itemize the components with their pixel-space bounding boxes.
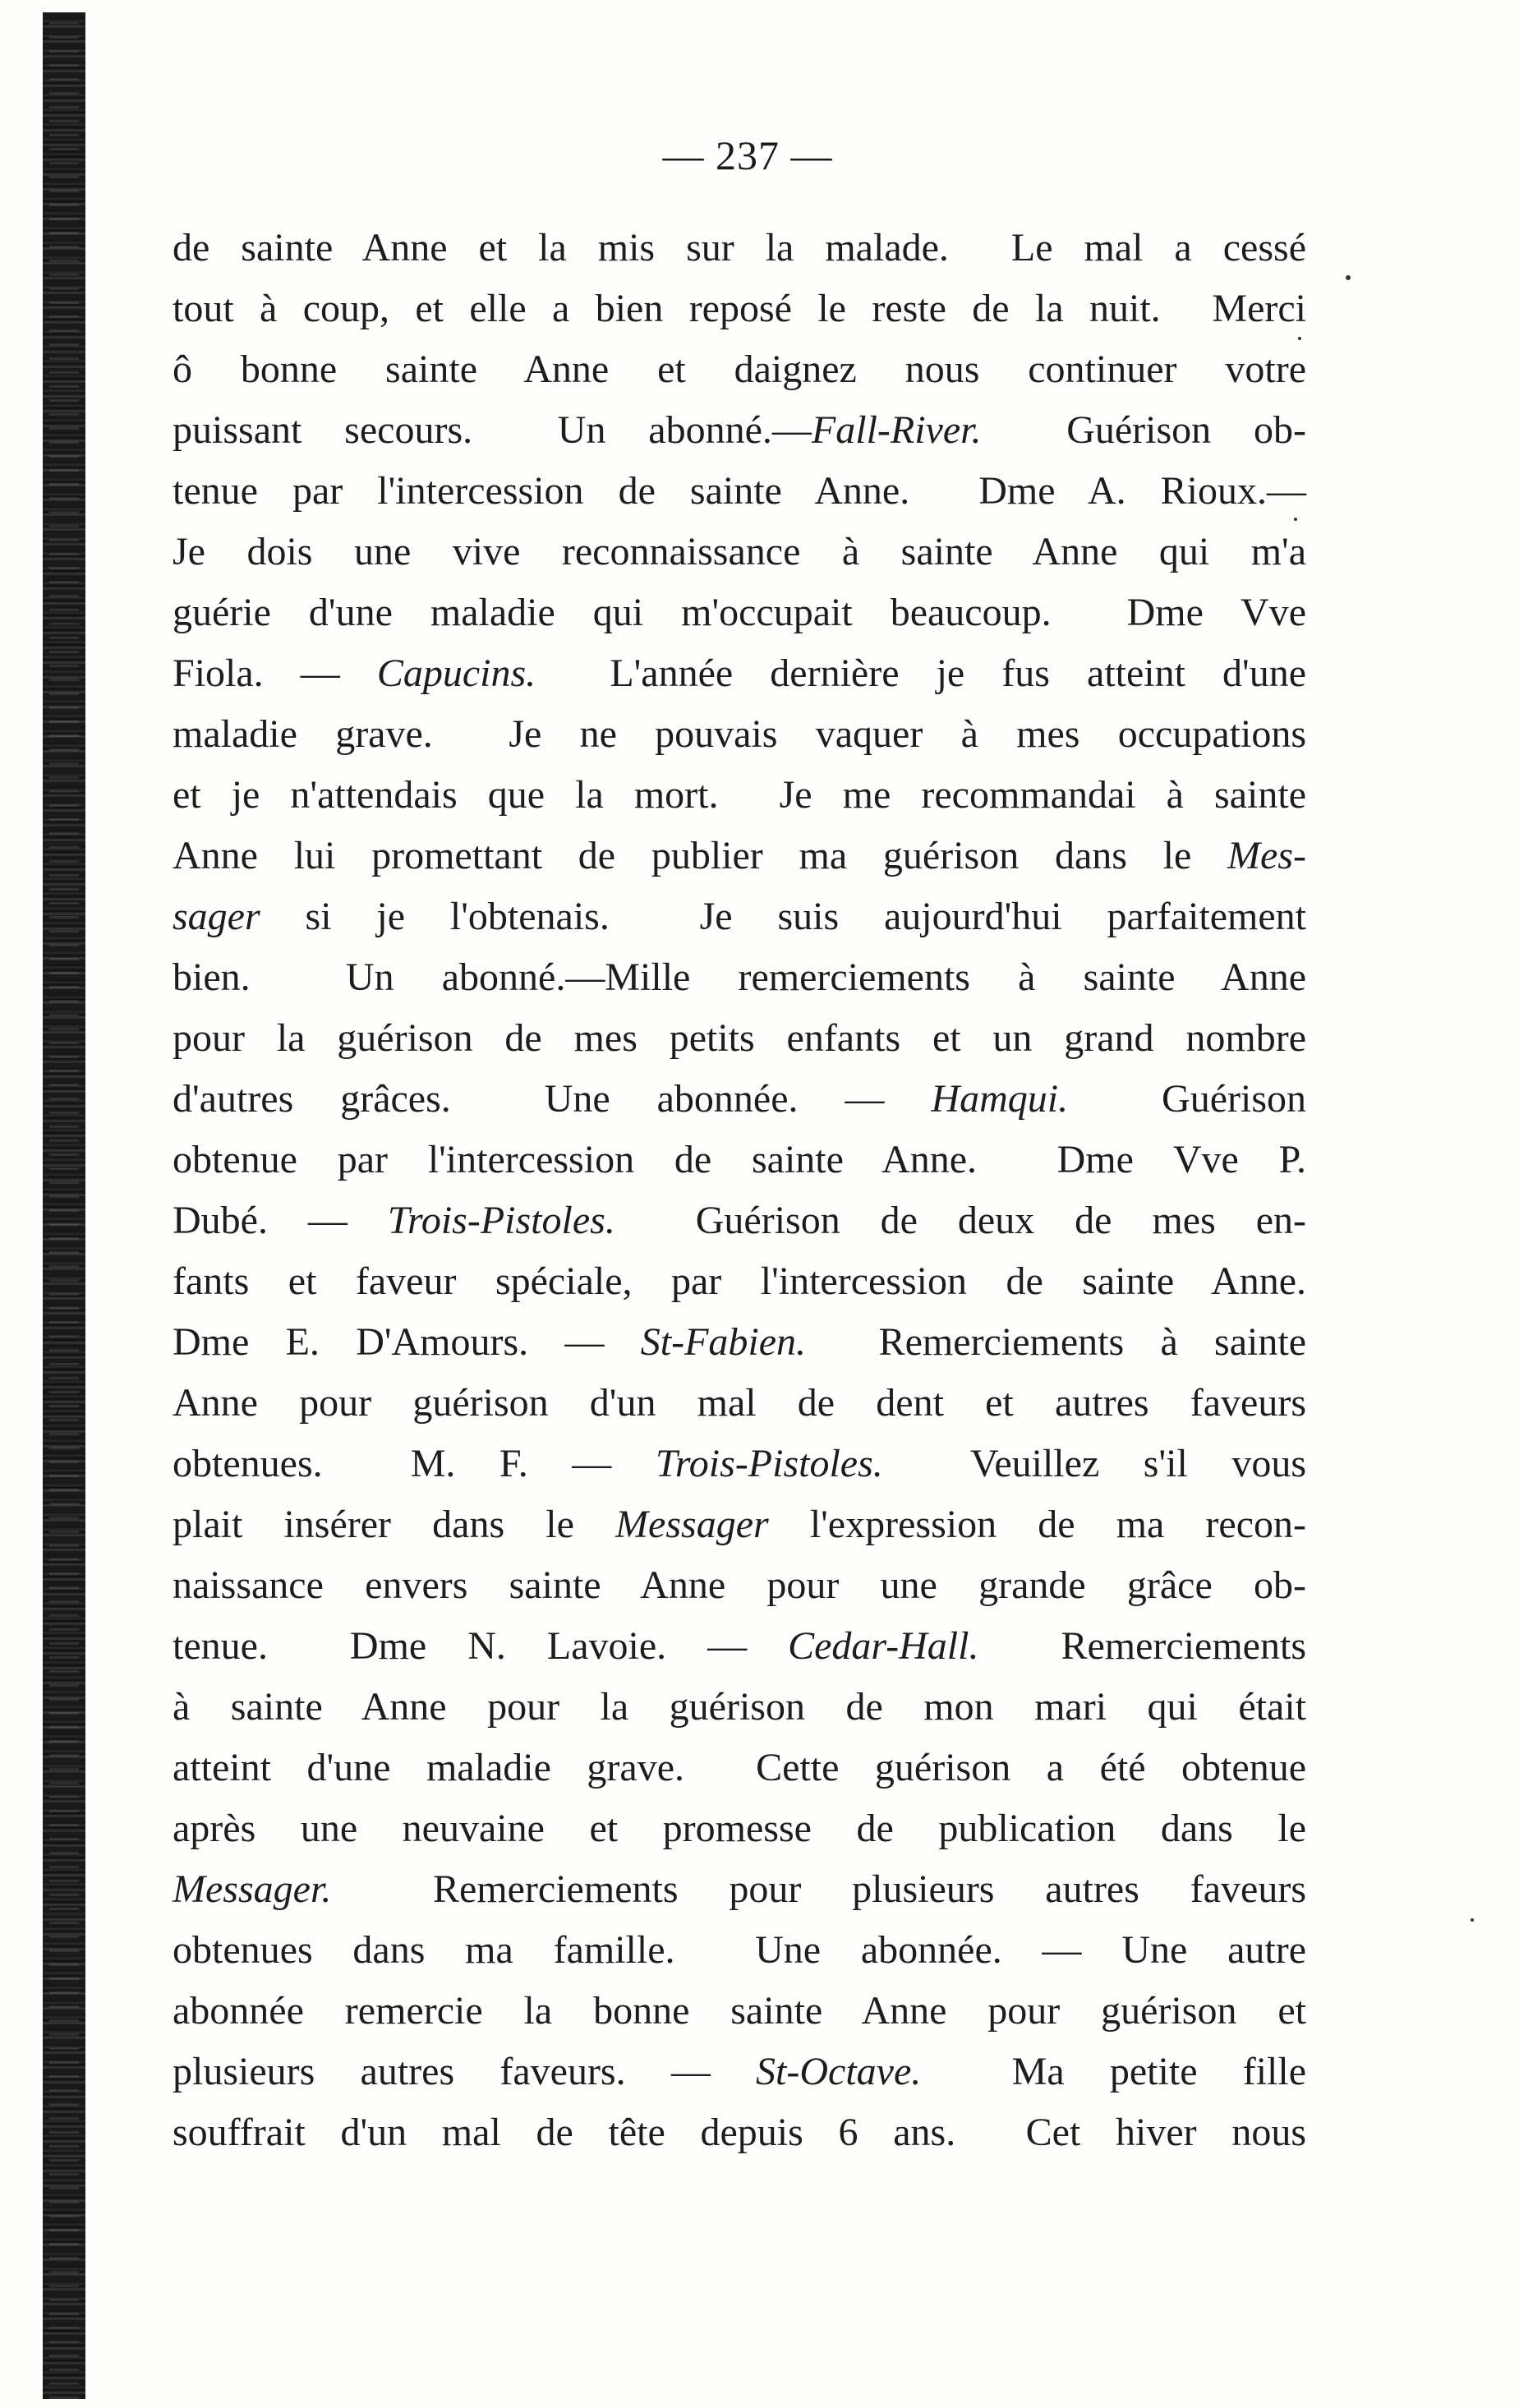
text-line: [173, 1920, 1306, 1981]
text-segment: naissance envers sainte Anne pour une grande grâce ob-: [173, 1563, 1306, 1607]
text-line: [173, 1312, 1306, 1373]
italic-place-name: Fall-River.: [811, 408, 982, 452]
text-segment: Dubé. —: [173, 1199, 388, 1242]
body-text: [173, 218, 1306, 2163]
text-segment: Veuillez s'il vous: [882, 1442, 1307, 1485]
ink-speck: [1346, 275, 1351, 280]
text-segment: L'année dernière je fus atteint d'une: [536, 651, 1307, 695]
text-segment: Remerciements: [978, 1624, 1306, 1668]
text-segment: Guérison ob-: [981, 408, 1307, 452]
text-segment: Guérison: [1068, 1077, 1307, 1121]
italic-place-name: St-Fabien.: [640, 1320, 807, 1364]
text-line: [173, 522, 1306, 582]
text-segment: tenue par l'intercession de sainte Anne. Dme A. Rioux.—: [173, 469, 1306, 513]
italic-place-name: Mes-: [1227, 834, 1306, 877]
text-segment: tout à coup, et elle a bien reposé le reste de la nuit. Merci: [173, 287, 1306, 330]
text-segment: obtenues dans ma famille. Une abonnée. — Une autre: [173, 1928, 1306, 1972]
text-segment: Remerciements pour plusieurs autres faveurs: [331, 1867, 1306, 1911]
text-segment: fants et faveur spéciale, par l'intercession de sainte Anne.: [173, 1259, 1306, 1303]
text-line: [173, 461, 1306, 522]
text-segment: Guérison de deux de mes en-: [615, 1199, 1307, 1242]
text-line: [173, 1859, 1306, 1920]
text-segment: Anne pour guérison d'un mal de dent et autres faveurs: [173, 1381, 1306, 1425]
text-line: [173, 643, 1306, 704]
text-segment: d'autres grâces. Une abonnée. —: [173, 1077, 932, 1121]
ink-speck: [1294, 518, 1297, 521]
text-line: [173, 704, 1306, 765]
italic-place-name: Messager.: [173, 1867, 332, 1911]
text-segment: obtenue par l'intercession de sainte Anne. Dme Vve P.: [173, 1138, 1306, 1181]
italic-place-name: Messager: [615, 1503, 769, 1546]
italic-place-name: Hamqui.: [931, 1077, 1069, 1121]
text-line: [173, 1494, 1306, 1555]
text-line: [173, 1434, 1306, 1494]
text-line: [173, 1981, 1306, 2042]
text-segment: Je dois une vive reconnaissance à sainte Anne qui m'a: [173, 530, 1306, 573]
text-line: [173, 1130, 1306, 1190]
text-line: [173, 1798, 1306, 1859]
text-line: [173, 1677, 1306, 1738]
text-segment: obtenues. M. F. —: [173, 1442, 656, 1485]
text-line: [173, 947, 1306, 1008]
text-line: [173, 1616, 1306, 1677]
text-segment: si je l'obtenais. Je suis aujourd'hui parfaitement: [260, 895, 1306, 938]
page-number: — 237 —: [662, 132, 833, 178]
text-segment: Anne lui promettant de publier ma guérison dans le: [173, 834, 1228, 877]
ink-speck: [1298, 337, 1301, 340]
italic-place-name: sager: [173, 895, 260, 938]
italic-place-name: Capucins.: [376, 651, 536, 695]
book-binding-edge: [43, 12, 85, 2399]
text-segment: maladie grave. Je ne pouvais vaquer à mes occupations: [173, 712, 1306, 756]
text-segment: Ma petite fille: [921, 2050, 1306, 2093]
text-segment: Dme E. D'Amours. —: [173, 1320, 641, 1364]
text-line: [173, 1251, 1306, 1312]
text-line: [173, 826, 1306, 886]
italic-place-name: Trois-Pistoles.: [655, 1442, 883, 1485]
italic-place-name: Cedar-Hall.: [788, 1624, 979, 1668]
text-segment: et je n'attendais que la mort. Je me recommandai à sainte: [173, 773, 1306, 817]
text-line: [173, 1190, 1306, 1251]
text-line: [173, 400, 1306, 461]
text-line: [173, 1738, 1306, 1798]
text-segment: ô bonne sainte Anne et daignez nous continuer votre: [173, 348, 1306, 391]
text-segment: bien. Un abonné.—Mille remerciements à sainte Anne: [173, 955, 1306, 999]
text-segment: puissant secours. Un abonné.—: [173, 408, 812, 452]
text-segment: atteint d'une maladie grave. Cette guérison a été obtenue: [173, 1746, 1306, 1789]
text-line: [173, 886, 1306, 947]
text-segment: tenue. Dme N. Lavoie. —: [173, 1624, 789, 1668]
text-segment: plait insérer dans le: [173, 1503, 616, 1546]
text-line: [173, 2102, 1306, 2163]
text-segment: guérie d'une maladie qui m'occupait beaucoup. Dme Vve: [173, 591, 1306, 634]
text-line: [173, 765, 1306, 826]
text-line: [173, 582, 1306, 643]
italic-place-name: Trois-Pistoles.: [387, 1199, 615, 1242]
text-line: [173, 1069, 1306, 1130]
text-segment: Fiola. —: [173, 651, 377, 695]
text-segment: souffrait d'un mal de tête depuis 6 ans. Cet hiver nous: [173, 2111, 1306, 2154]
text-segment: Remerciements à sainte: [806, 1320, 1306, 1364]
text-segment: l'expression de ma recon-: [768, 1503, 1306, 1546]
text-segment: à sainte Anne pour la guérison de mon mari qui était: [173, 1685, 1306, 1729]
text-line: [173, 1373, 1306, 1434]
text-segment: pour la guérison de mes petits enfants et un grand nombre: [173, 1016, 1306, 1060]
text-line: [173, 279, 1306, 339]
text-line: [173, 2042, 1306, 2102]
text-segment: après une neuvaine et promesse de publication dans le: [173, 1807, 1306, 1850]
text-line: [173, 339, 1306, 400]
text-segment: de sainte Anne et la mis sur la malade. Le mal a cessé: [173, 226, 1306, 269]
text-line: [173, 1008, 1306, 1069]
text-segment: plusieurs autres faveurs. —: [173, 2050, 757, 2093]
text-line: [173, 1555, 1306, 1616]
text-segment: abonnée remercie la bonne sainte Anne pour guérison et: [173, 1989, 1306, 2033]
text-line: [173, 218, 1306, 279]
italic-place-name: St-Octave.: [756, 2050, 922, 2093]
ink-speck: [1471, 1918, 1474, 1922]
